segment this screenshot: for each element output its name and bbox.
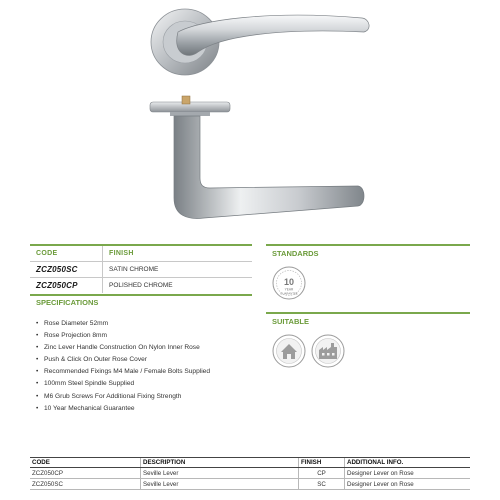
cell-description: Seville Lever bbox=[140, 468, 298, 478]
spec-item: • 10 Year Mechanical Guarantee bbox=[30, 403, 252, 415]
ten-year-guarantee-icon bbox=[272, 266, 306, 300]
suitable-badges bbox=[272, 334, 345, 368]
cell-finish: CP bbox=[298, 468, 344, 478]
code-row bbox=[30, 277, 252, 293]
standards-title: STANDARDS bbox=[272, 248, 319, 258]
lever-handle-image bbox=[130, 2, 390, 228]
code-header: CODE bbox=[36, 250, 58, 257]
cell-description: Seville Lever bbox=[140, 479, 298, 489]
finish-name: POLISHED CHROME bbox=[102, 278, 252, 293]
specifications-section bbox=[30, 294, 252, 415]
table-row bbox=[30, 468, 470, 479]
product-details-table bbox=[30, 457, 470, 490]
spec-item: • M6 Grub Screws For Additional Fixing Strength bbox=[30, 391, 252, 403]
code-row bbox=[30, 261, 252, 277]
finish-header: FINISH bbox=[102, 246, 252, 261]
guarantee-label-text: GUARANTEE bbox=[280, 291, 298, 296]
finish-name: SATIN CHROME bbox=[102, 262, 252, 277]
table-header-row bbox=[30, 457, 470, 468]
spec-item: • Push & Click On Outer Rose Cover bbox=[30, 354, 252, 366]
domestic-use-icon bbox=[272, 334, 306, 368]
cell-code: ZCZ050CP bbox=[32, 469, 63, 477]
commercial-use-icon bbox=[311, 334, 345, 368]
table-row bbox=[30, 479, 470, 490]
suitable-section bbox=[266, 312, 470, 328]
spec-item: • Rose Projection 8mm bbox=[30, 330, 252, 342]
spec-item: • Recommended Fixings M4 Male / Female Bolts Supplied bbox=[30, 366, 252, 378]
cell-additional-info: Designer Lever on Rose bbox=[344, 468, 470, 478]
suitable-title: SUITABLE bbox=[272, 316, 309, 326]
spec-item: • 100mm Steel Spindle Supplied bbox=[30, 378, 252, 390]
column-header-description: DESCRIPTION bbox=[140, 458, 298, 467]
cell-code: ZCZ050SC bbox=[32, 480, 63, 488]
specifications-title: SPECIFICATIONS bbox=[36, 297, 99, 307]
product-code: ZCZ050SC bbox=[36, 265, 78, 274]
cell-finish: SC bbox=[298, 479, 344, 489]
code-table-header bbox=[30, 246, 252, 261]
product-code: ZCZ050CP bbox=[36, 281, 78, 290]
column-header-finish: FINISH bbox=[298, 458, 344, 467]
guarantee-number: 10 bbox=[283, 277, 295, 287]
column-header-code: CODE bbox=[32, 459, 50, 466]
column-header-additional-info: ADDITIONAL INFO. bbox=[344, 458, 470, 467]
specifications-list bbox=[30, 318, 252, 415]
standards-section bbox=[266, 244, 470, 296]
cell-additional-info: Designer Lever on Rose bbox=[344, 479, 470, 489]
code-finish-table bbox=[30, 244, 252, 293]
spec-item: • Zinc Lever Handle Construction On Nylon Inner Rose bbox=[30, 342, 252, 354]
guarantee-year-text: YEAR bbox=[284, 287, 294, 292]
spec-item: • Rose Diameter 52mm bbox=[30, 318, 252, 330]
